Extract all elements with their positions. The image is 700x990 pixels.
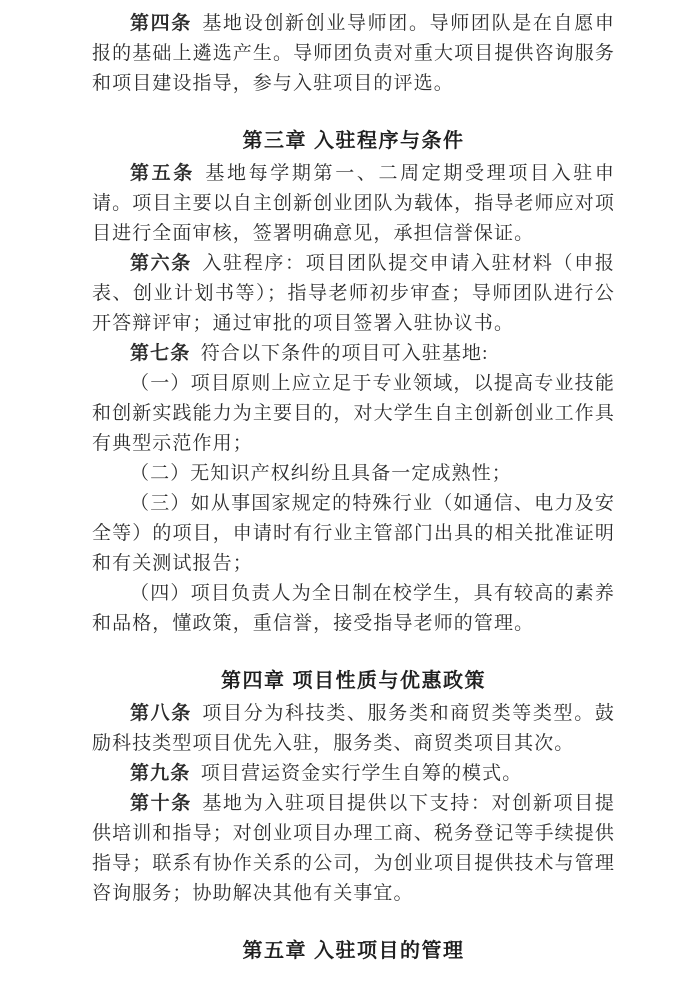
article-7-number: 第七条	[130, 343, 191, 364]
article-5-number: 第五条	[130, 163, 195, 184]
article-8-text: 项目分为科技类、服务类和商贸类等类型。鼓励科技类型项目优先入驻，服务类、商贸类项目其次。	[92, 703, 615, 754]
article-4-paragraph	[92, 9, 615, 99]
article-6-number: 第六条	[130, 253, 192, 274]
article-7-clause-2	[92, 459, 615, 489]
article-8-paragraph	[92, 699, 615, 759]
article-5-paragraph	[92, 159, 615, 249]
article-7-clause-3	[92, 489, 615, 579]
clause-3-text: （三）如从事国家规定的特殊行业（如通信、电力及安全等）的项目，申请时有行业主管部门出具的相关批准证明和有关测试报告；	[92, 493, 615, 574]
clause-1-text: （一）项目原则上应立足于专业领域，以提高专业技能和创新实践能力为主要目的，对大学生自主创新创业工作具有典型示范作用；	[92, 373, 615, 454]
chapter-5-heading: 第五章 入驻项目的管理	[242, 940, 465, 962]
article-7-clause-4	[92, 579, 615, 639]
article-6-paragraph	[92, 249, 615, 339]
article-9-paragraph	[92, 759, 615, 789]
article-7-text: 符合以下条件的项目可入驻基地:	[200, 343, 489, 364]
article-8-number: 第八条	[130, 703, 192, 724]
clause-2-text: （二）无知识产权纠纷且具备一定成熟性；	[130, 463, 512, 484]
article-7-clause-1	[92, 369, 615, 459]
article-5-text: 基地每学期第一、二周定期受理项目入驻申请。项目主要以自主创新创业团队为载体，指导老师应对项目进行全面审核，签署明确意见，承担信誉保证。	[92, 163, 615, 244]
clause-4-text: （四）项目负责人为全日制在校学生，具有较高的素养和品格，懂政策，重信誉，接受指导老师的管理。	[92, 583, 615, 634]
chapter-3-heading: 第三章 入驻程序与条件	[242, 130, 465, 152]
article-10-text: 基地为入驻项目提供以下支持：对创新项目提供培训和指导；对创业项目办理工商、税务登记等手续提供指导；联系有协作关系的公司，为创业项目提供技术与管理咨询服务；协助解决其他有关事宜。	[92, 793, 615, 904]
chapter-4-heading: 第四章 项目性质与优惠政策	[220, 670, 487, 692]
article-10-number: 第十条	[130, 793, 192, 814]
article-9-text: 项目营运资金实行学生自筹的模式。	[200, 763, 523, 784]
article-6-text: 入驻程序：项目团队提交申请入驻材料（申报表、创业计划书等）；指导老师初步审查；导师团队进行公开答辩评审；通过审批的项目签署入驻协议书。	[92, 253, 615, 334]
article-7-paragraph	[92, 339, 615, 369]
article-4-number: 第四条	[130, 13, 192, 34]
article-10-paragraph	[92, 789, 615, 909]
article-4-text: 基地设创新创业导师团。导师团队是在自愿申报的基础上遴选产生。导师团负责对重大项目提供咨询服务和项目建设指导，参与入驻项目的评选。	[92, 13, 615, 94]
article-9-number: 第九条	[130, 763, 191, 784]
